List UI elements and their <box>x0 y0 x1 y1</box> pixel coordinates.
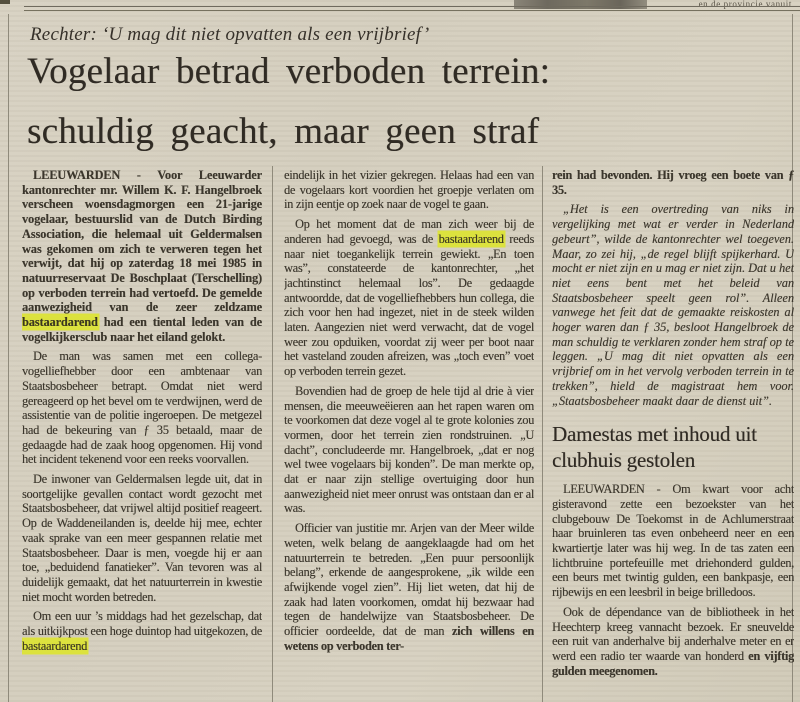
text-segment: De man was samen met een collega-vogelliefhebber door een ambtenaar van Staatsbosbeheer betrapt. Omdat niet werd gereageerd op het bevel om te verdwijnen, werd de assistentie van de politie ingeroepen. De metgezel had de bekeuring van ƒ 35 betaald, maar de gedaagde had de zaak hoog opgenomen. Hij vond het incident tekenend voor een reeks voorvallen. <box>22 349 262 467</box>
paragraph <box>552 605 794 679</box>
headline-line-2: schuldig geacht, maar geen straf <box>27 111 540 152</box>
text-segment: De inwoner van Geldermalsen legde uit, dat in soortgelijke gevallen contact wordt gezocht met Staatsbosbeheer, dat vrijwel altijd positief reageert. Op de Waddeneilanden is, deelde hij mee, echter vaak sprake van een meer gespannen relatie met Staatsbosbeheer. Daar is men, voegde hij er aan toe, „beduidend fanatieker”. Van tevoren was al duidelijk gemaakt, dat het natuurterrein in kwestie niet mocht worden betreden. <box>22 472 262 604</box>
second-article-title-line: Damestas met inhoud uit <box>552 422 757 447</box>
column-rule-1 <box>272 166 273 702</box>
second-article-title-line: clubhuis gestolen <box>552 448 695 473</box>
left-page-rule <box>8 14 9 702</box>
paragraph <box>284 217 534 379</box>
text-segment: Officier van justitie mr. Arjen van der Meer wilde weten, welk belang de aangeklaagde had om het natuurterrein te betreden. „Een puur persoonlijk belang”, erkende de aangesprokene, „ik wilde een afwijkende vogel zien”. Hij liet weten, dat hij de zaak had laten voorkomen, omdat hij bezwaar had tegen de handelwijze van Staatsbosbeheer. De officier oordeelde, dat de man <box>284 521 534 639</box>
highlighted-term: bastaardarend <box>22 315 98 330</box>
column-rule-2 <box>542 166 543 702</box>
highlighted-term: bastaardarend <box>438 231 504 246</box>
text-segment: reeds naar niet toegankelijk terrein gewiekt. „En toen was”, constateerde de kantonrechter, „het jachtinstinct helemaal los”. De gedaagde antwoordde, dat de vogelliefhebbers hun collega, die zich voor hen had ingezet, niet in de steek wilden laten. Aangezien niet werd verwacht, dat de vogel weer zou opduiken, voordat zij weer per boot naar het vasteland zouden afreizen, was „toch even” voet op verboden terrein gezet. <box>284 231 534 379</box>
article-column-2 <box>284 168 534 702</box>
bold-text: zich willens en wetens op verboden ter- <box>284 624 534 653</box>
paragraph <box>552 168 794 197</box>
paragraph <box>552 202 794 408</box>
top-left-print-fragment <box>0 0 10 4</box>
highlighted-term: bastaardarend <box>22 638 88 653</box>
paragraph <box>22 349 262 467</box>
top-divider-line <box>24 6 800 11</box>
text-segment: Bovendien had de groep de hele tijd al drie à vier mensen, die meeuweëieren aan het rapen waren om te voorkomen dat deze vogel al te grote kolonies zou vormen, door het terrein zien rondstruinen. „U dacht”, concludeerde mr. Hangelbroek, „dat er nog wel twee vogelaars bij konden”. De man merkte op, dat er naar zijn stellige overtuiging door hun aanwezigheid niet meer onrust was ontstaan dan er al was. <box>284 383 534 516</box>
paragraph <box>284 384 534 516</box>
text-segment: LEEUWARDEN - Om kwart voor acht gisteravond zette een bezoekster van het clubgebouw De Toekomst in de Achlumerstraat haar bruinleren tas even onbeheerd neer en een kwartiertje later was hij weg. In de tas zaten een lichtbruine portefeuille met driehonderd gulden, een beurs met twintig gulden, een bankpasje, een rijbewijs en een leesbril in beige brilledoos. <box>552 482 794 600</box>
kicker: Rechter: ‘U mag dit niet opvatten als een vrijbrief’ <box>30 24 430 45</box>
text-segment: LEEUWARDEN - Voor Leeuwarder kantonrechter mr. Willem K. F. Hangelbroek verscheen woensdagmorgen een 21-jarige vogelaar, bestuurslid van de Dutch Birding Association, die helemaal uit Geldermalsen was gekomen om zich te verweren tegen het verwijt, dat hij op zaterdag 18 mei 1985 in natuurreservaat De Boschplaat (Terschelling) op verboden terrein had vertoefd. De gemelde aanwezigheid van de zeer zeldzame <box>22 168 262 315</box>
text-segment: had een tiental leden van de vogelkijkersclub naar het eiland gelokt. <box>22 315 262 344</box>
article-column-1 <box>22 168 262 702</box>
paragraph <box>284 168 534 212</box>
text-segment: eindelijk in het vizier gekregen. Helaas had een van de vogelaars kort voordien het groepje verlaten om in zijn eentje op zoek naar de vogel te gaan. <box>284 168 534 212</box>
top-cutoff-text: en de provincie vanuit <box>698 0 792 9</box>
paragraph <box>552 482 794 600</box>
paragraph <box>22 609 262 653</box>
paragraph <box>22 472 262 604</box>
headline-line-1: Vogelaar betrad verboden terrein: <box>27 51 551 92</box>
bold-text: en vijftig gulden meegenomen. <box>552 648 794 678</box>
second-article-title <box>552 421 794 473</box>
text-segment: rein had bevonden. Hij vroeg een boete van ƒ 35. <box>552 168 794 197</box>
text-segment: „Het is een overtreding van niks in vergelijking met wat er verder in Nederland gebeurt”, wilde de kantonrechter wel toegeven. Maar, zo zei hij, „de regel blijft spijkerhard. U mocht er niet zijn en u mag er niet zijn. Dat u het niet eens bent met het beleid van Staatsbosbeheer speelt geen rol”. Alleen vanwege het feit dat de gemaakte reiskosten al hoger waren dan ƒ 35, besloot Hangelbroek de man schuldig te verklaren zonder hem straf op te leggen. „U mag dit niet opvatten als een vrijbrief om in het vervolg verboden terrein in te trekken”, hield de magistraat hem voor. „Staatsbosbeheer maakt daar de dienst uit”. <box>552 202 794 408</box>
text-segment: Op het moment dat de man zich weer bij de anderen had gevoegd, was de <box>284 217 534 246</box>
paragraph <box>284 521 534 653</box>
text-segment: Om een uur ’s middags had het gezelschap, dat als uitkijkpost een hoge duintop had uitgekozen, de <box>22 609 262 639</box>
paragraph <box>22 168 262 344</box>
text-segment: Ook de dépendance van de bibliotheek in het Heechterp kreeg vannacht bezoek. Er sneuvelde een ruit van anderhalve bij anderhalve meter en er werd een radio ter waarde van honderd <box>552 604 794 663</box>
article-column-3 <box>552 168 794 702</box>
